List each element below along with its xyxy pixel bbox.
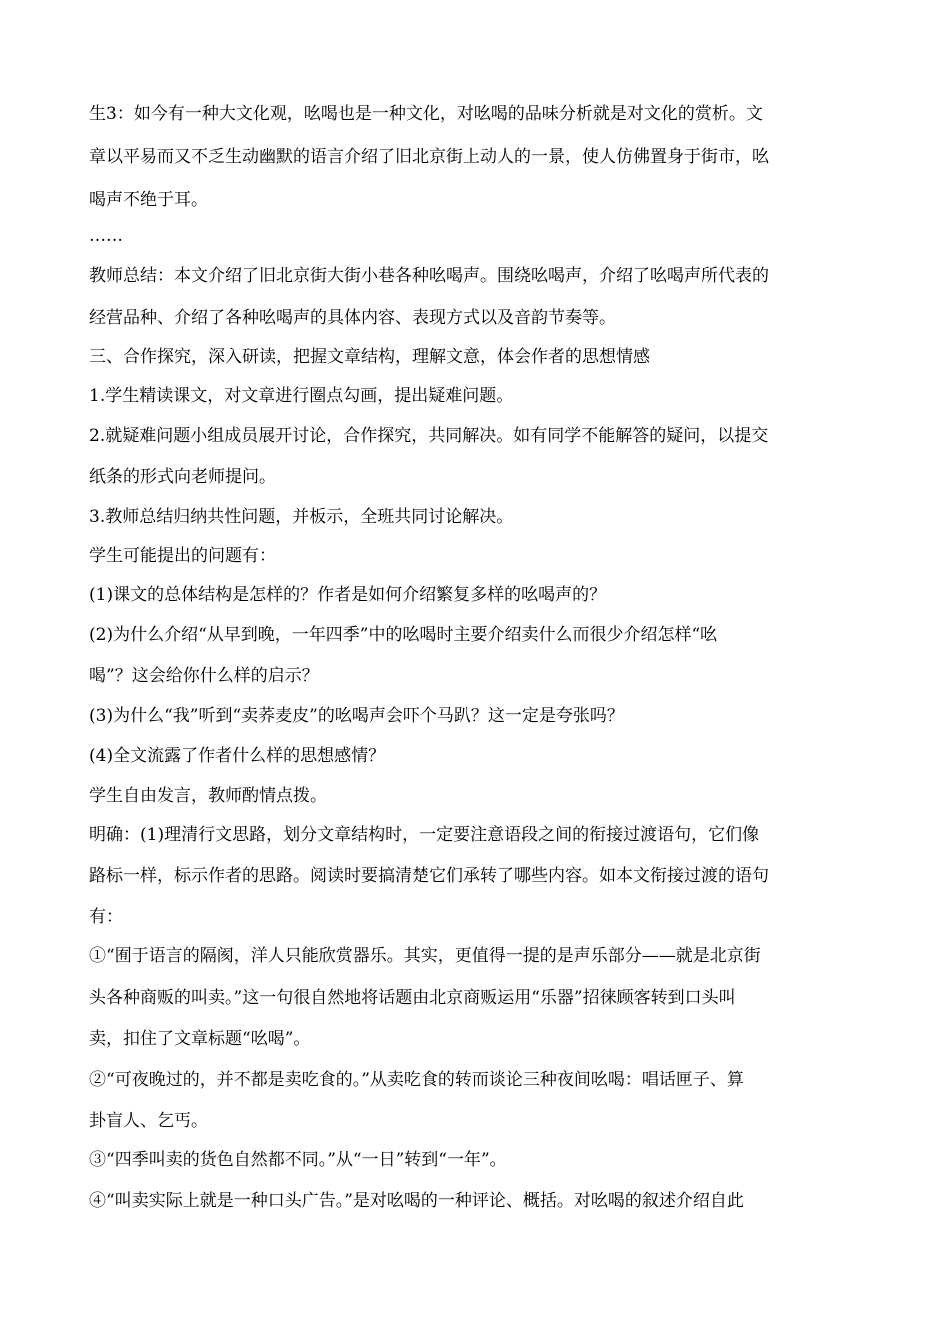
text-line: 卦盲人、乞丐。 bbox=[89, 1111, 208, 1131]
list-item: ①“囿于语言的隔阂，洋人只能欣赏器乐。其实，更值得一提的是声乐部分——就是北京街 bbox=[89, 946, 761, 966]
question-item: (2)为什么介绍“从早到晚，一年四季”中的吆喝时主要介绍卖什么而很少介绍怎样“吆 bbox=[89, 625, 718, 645]
ellipsis-line: …… bbox=[89, 226, 123, 246]
text-line: 喝”？这会给你什么样的启示？ bbox=[89, 666, 319, 686]
list-item: ②“可夜晚过的，并不都是卖吃食的。”从卖吃食的转而谈论三种夜间吆喝：唱话匣子、算 bbox=[89, 1070, 744, 1090]
question-item: (4)全文流露了作者什么样的思想感情？ bbox=[89, 746, 386, 766]
text-line: 1.学生精读课文，对文章进行圈点勾画，提出疑难问题。 bbox=[89, 386, 514, 406]
text-line: 喝声不绝于耳。 bbox=[89, 190, 208, 210]
text-line: 教师总结：本文介绍了旧北京街大街小巷各种吆喝声。围绕吆喝声，介绍了吆喝声所代表的 bbox=[89, 266, 769, 286]
text-line: 章以平易而又不乏生动幽默的语言介绍了旧北京街上动人的一景，使人仿佛置身于街市，吆 bbox=[89, 147, 769, 167]
text-line: 学生可能提出的问题有： bbox=[89, 546, 276, 566]
section-heading: 三、合作探究，深入研读，把握文章结构，理解文意，体会作者的思想情感 bbox=[89, 347, 650, 367]
text-line: 生3：如今有一种大文化观，吆喝也是一种文化，对吆喝的品味分析就是对文化的赏析。文 bbox=[89, 104, 763, 124]
list-item: ④“叫卖实际上就是一种口头广告。”是对吆喝的一种评论、概括。对吆喝的叙述介绍自此 bbox=[89, 1191, 744, 1211]
question-item: (1)课文的总体结构是怎样的？作者是如何介绍繁复多样的吆喝声的？ bbox=[89, 585, 607, 605]
text-line: 经营品种、介绍了各种吆喝声的具体内容、表现方式以及音韵节奏等。 bbox=[89, 308, 616, 328]
text-line: 2.就疑难问题小组成员展开讨论，合作探究，共同解决。如有同学不能解答的疑问，以提交 bbox=[89, 426, 769, 446]
text-line: 有： bbox=[89, 907, 123, 927]
text-line: 卖，扣住了文章标题“吆喝”。 bbox=[89, 1029, 311, 1049]
text-line: 学生自由发言，教师酌情点拨。 bbox=[89, 786, 327, 806]
text-line: 头各种商贩的叫卖。”这一句很自然地将话题由北京商贩运用“乐器”招徕顾客转到口头叫 bbox=[89, 988, 736, 1008]
text-line: 纸条的形式向老师提问。 bbox=[89, 467, 276, 487]
text-line: 路标一样，标示作者的思路。阅读时要搞清楚它们承转了哪些内容。如本文衔接过渡的语句 bbox=[89, 866, 769, 886]
list-item: ③“四季叫卖的货色自然都不同。”从“一日”转到“一年”。 bbox=[89, 1150, 507, 1170]
text-line: 3.教师总结归纳共性问题，并板示，全班共同讨论解决。 bbox=[89, 507, 514, 527]
text-line: 明确：(1)理清行文思路，划分文章结构时，一定要注意语段之间的衔接过渡语句，它们像 bbox=[89, 825, 760, 845]
question-item: (3)为什么“我”听到“卖荞麦皮”的吆喝声会吓个马趴？这一定是夸张吗？ bbox=[89, 706, 624, 726]
